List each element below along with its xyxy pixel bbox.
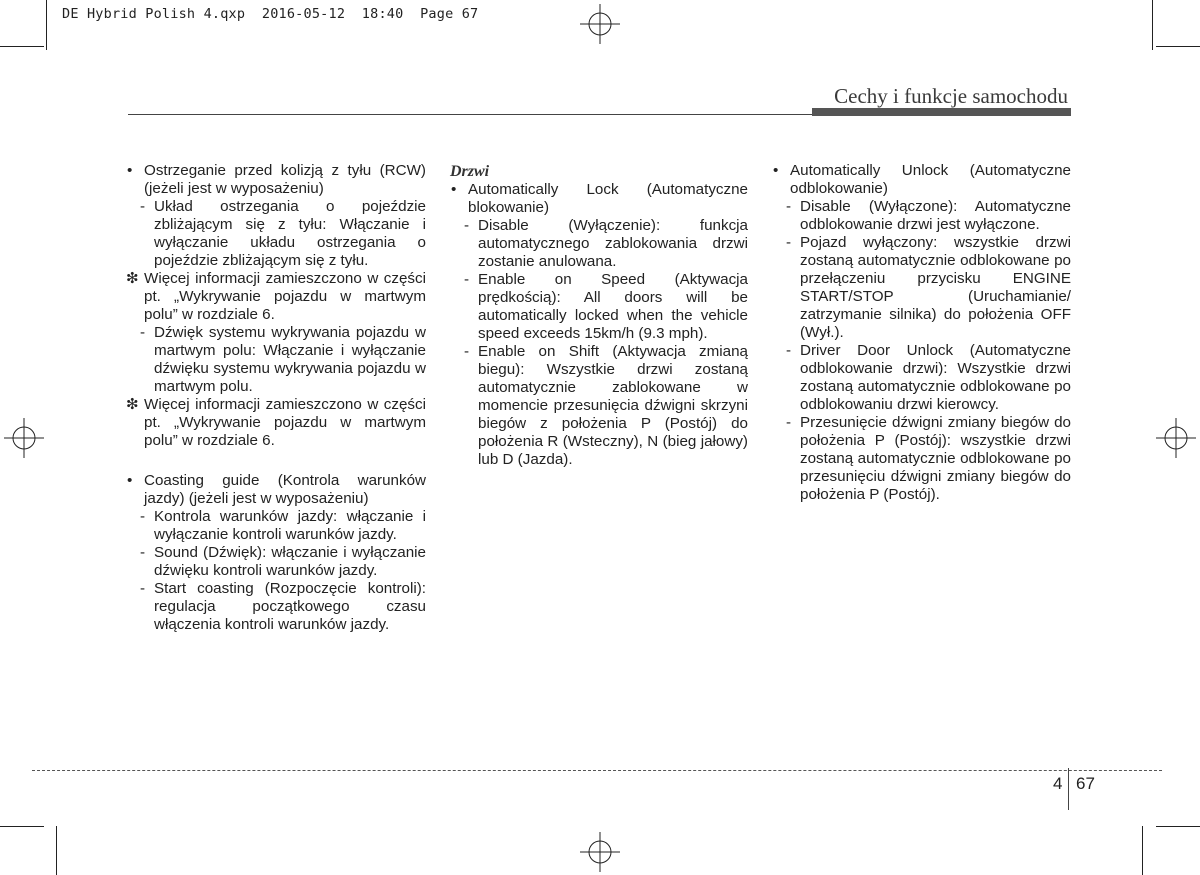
dash-item: - Układ ostrzegania o pojeździe zbliżającym się z tyłu: Włączanie i wyłączanie układu ostrzegania o pojeździe zbliżającym się z tyłu. <box>140 198 426 269</box>
crop-mark <box>1156 826 1200 827</box>
crop-mark <box>0 46 44 47</box>
bullet-item: • Automatically Unlock (Automatyczne odblokowanie) <box>772 162 1071 198</box>
note-icon: ❇ <box>126 396 139 413</box>
dash-item: - Kontrola warunków jazdy: włączanie i wyłączanie kontroli warunków jazdy. <box>140 508 426 543</box>
registration-mark-bottom-icon <box>580 832 620 872</box>
dash-item: - Start coasting (Rozpoczęcie kontroli): regulacja początkowego czasu włączenia kontroli warunków jazdy. <box>140 580 426 633</box>
registration-mark-top-icon <box>580 4 620 44</box>
crop-mark <box>0 826 44 827</box>
note-icon: ❇ <box>126 270 139 287</box>
note-item: ❇ Więcej informacji zamieszczono w części pt. „Wykrywanie pojazdu w martwym polu” w rozdziale 6. <box>126 396 426 449</box>
section-title: Cechy i funkcje samochodu <box>834 84 1068 108</box>
registration-mark-left-icon <box>4 418 44 458</box>
dash-item: - Enable on Speed (Aktywacja prędkością): All doors will be automatically locked when the vehicle speed exceeds 15km/h (9.3 mph). <box>464 271 748 342</box>
note-item: ❇ Więcej informacji zamieszczono w części pt. „Wykrywanie pojazdu w martwym polu” w rozdziale 6. <box>126 270 426 323</box>
crop-mark <box>1142 826 1143 875</box>
footer-dotted-rule <box>32 770 1162 771</box>
dash-item: - Disable (Wyłączone): Automatyczne odblokowanie drzwi jest wyłączone. <box>786 198 1071 233</box>
header-rule-thin <box>128 114 813 115</box>
dash-item: - Driver Door Unlock (Automatyczne odblokowanie drzwi): Wszystkie drzwi zostaną automatycznie odblokowane po odblokowaniu drzwi kierowcy. <box>786 342 1071 413</box>
header-rule-thick <box>812 108 1071 116</box>
print-slug: DE Hybrid Polish 4.qxp 2016-05-12 18:40 Page 67 <box>62 6 479 22</box>
page-number-separator <box>1068 768 1069 810</box>
dash-item: - Disable (Wyłączenie): funkcja automatycznego zablokowania drzwi zostanie anulowana. <box>464 217 748 270</box>
crop-mark <box>1156 46 1200 47</box>
dash-item: - Sound (Dźwięk): włączanie i wyłączanie dźwięku kontroli warunków jazdy. <box>140 544 426 579</box>
bullet-item: • Coasting guide (Kontrola warunków jazdy) (jeżeli jest w wyposażeniu) <box>126 472 426 508</box>
column-right <box>772 162 1071 504</box>
subsection-heading: Drzwi <box>450 163 490 180</box>
chapter-number: 4 <box>1053 774 1063 793</box>
dash-item: - Dźwięk systemu wykrywania pojazdu w martwym polu: Włączanie i wyłączanie dźwięku systemu wykrywania pojazdu w martwym polu. <box>140 324 426 395</box>
registration-mark-right-icon <box>1156 418 1196 458</box>
crop-mark <box>56 826 57 875</box>
bullet-item: • Automatically Lock (Automatyczne blokowanie) <box>450 181 748 217</box>
dash-item: - Pojazd wyłączony: wszystkie drzwi zostaną automatycznie odblokowane po przełączeniu przycisku ENGINE START/STOP (Uruchamianie/ zatrzymanie silnika) do położenia OFF (Wył.). <box>786 234 1071 341</box>
column-middle <box>450 163 748 469</box>
bullet-item: • Ostrzeganie przed kolizją z tyłu (RCW) (jeżeli jest w wyposażeniu) <box>126 162 426 198</box>
column-left <box>126 162 426 634</box>
dash-item: - Enable on Shift (Aktywacja zmianą biegu): Wszystkie drzwi zostaną automatycznie zablokowane w momencie przesunięcia dźwigni skrzyni biegów z położenia P (Postój) do położenia R (Wsteczny), N (bieg jałowy) lub D (Jazda). <box>464 343 748 468</box>
page-number: 67 <box>1076 774 1095 793</box>
dash-item: - Przesunięcie dźwigni zmiany biegów do położenia P (Postój): wszystkie drzwi zostaną automatycznie odblokowane po przesunięciu dźwigni zmiany biegów do położenia P (Postój). <box>786 414 1071 503</box>
crop-mark <box>46 0 47 50</box>
crop-mark <box>1152 0 1153 50</box>
